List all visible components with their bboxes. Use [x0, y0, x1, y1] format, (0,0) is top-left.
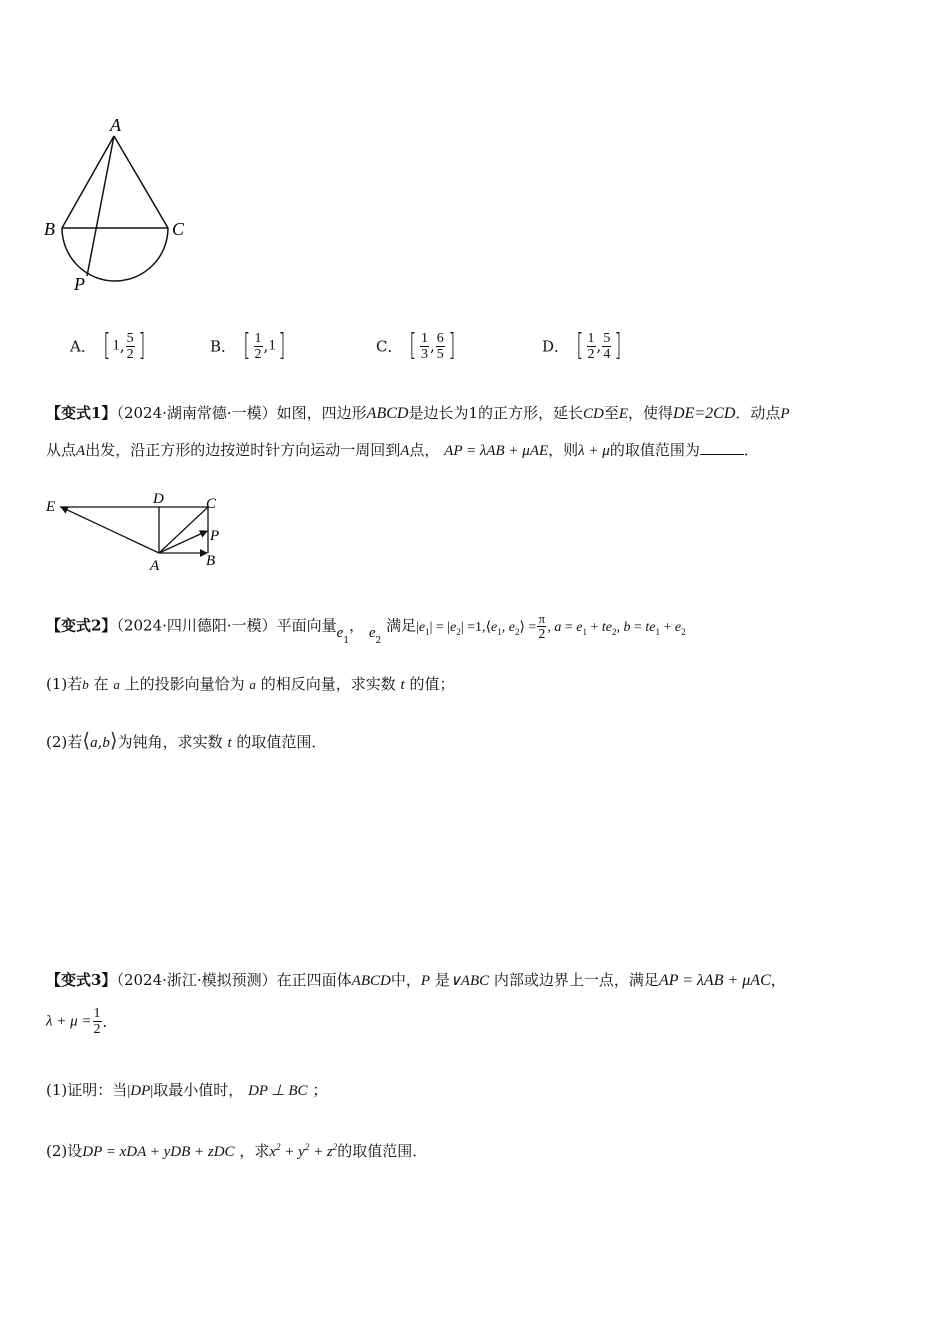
vector-ae: [61, 507, 159, 553]
variant2-q2: (2)若⟨a,b⟩为钝角，求实数 t 的取值范围．: [46, 730, 327, 752]
segment-ab: [62, 136, 114, 228]
variant2-line1: 【变式2】（2024·四川德阳·一模）平面向量$e_1$， $e_2$ 满足$|e_1| = |e_2|$ $=1,⟨e_1$, $e_2⟩$ = $\frac{\pi}{2}$ , $a = e_1 + te_2$, $b = te_1 + e_2$: [46, 611, 686, 646]
variant3-tag: 【变式3】: [46, 971, 117, 989]
label-a2: A: [150, 558, 160, 574]
label-a: A: [110, 115, 121, 135]
vector-ap: [159, 531, 207, 553]
variant3-q2: (2)设DP = xDA + yDB + zDC ，求$x^2 + y^2 + z^2$的取值范围．: [46, 1142, 428, 1160]
label-c2: C: [206, 496, 217, 512]
label-b2: B: [206, 553, 216, 569]
segment-ap: [87, 136, 114, 276]
label-c: C: [172, 219, 185, 239]
label-d: D: [153, 491, 164, 507]
variant1-line2: 从点A出发，沿正方形的边按逆时针方向运动一周回到A点， AP = λAB + μAE，则λ + μ的取值范围为 ．: [46, 441, 759, 459]
label-e: E: [46, 499, 56, 515]
variant3-line2: λ + μ = $\frac{1}{2}$ ．: [46, 1006, 118, 1037]
variant2-q1: (1)若b 在 a 上的投影向量恰为 a 的相反向量，求实数 t 的值；: [46, 675, 455, 693]
option-c[interactable]: C． [ $\frac{1}{3}$ , $\frac{6}{5}$ ]: [376, 328, 456, 363]
segment-ac: [159, 507, 208, 553]
option-b[interactable]: B． [ $\frac{1}{2}$ ,1]: [210, 328, 286, 363]
answer-blank[interactable]: [700, 440, 744, 455]
figure-triangle-semicircle: [40, 112, 200, 297]
figure-square-vectors: [40, 488, 240, 576]
label-b: B: [44, 219, 55, 239]
variant3-q1: (1)证明：当|DP|取最小值时， DP ⊥ BC ；: [46, 1081, 328, 1099]
variant1-line1: 【变式1】（2024·湖南常德·一模）如图，四边形ABCD是边长为1的正方形，延长CD至E，使得DE=2CD．动点P: [46, 404, 790, 422]
label-p: P: [74, 274, 85, 294]
label-p2: P: [210, 528, 220, 544]
segment-ac: [114, 136, 168, 228]
variant2-tag: 【变式2】: [46, 616, 117, 635]
option-a[interactable]: A． [ 1, $\frac{5}{2}$ ]: [70, 328, 145, 363]
option-d[interactable]: D． [ $\frac{1}{2}$ , $\frac{5}{4}$ ]: [542, 328, 622, 363]
variant1-tag: 【变式1】: [46, 404, 117, 422]
variant3-line1: 【变式3】（2024·浙江·模拟预测）在正四面体ABCD中，P 是∨ABC 内部或边界上一点，满足AP = λAB + μAC，: [46, 971, 786, 989]
